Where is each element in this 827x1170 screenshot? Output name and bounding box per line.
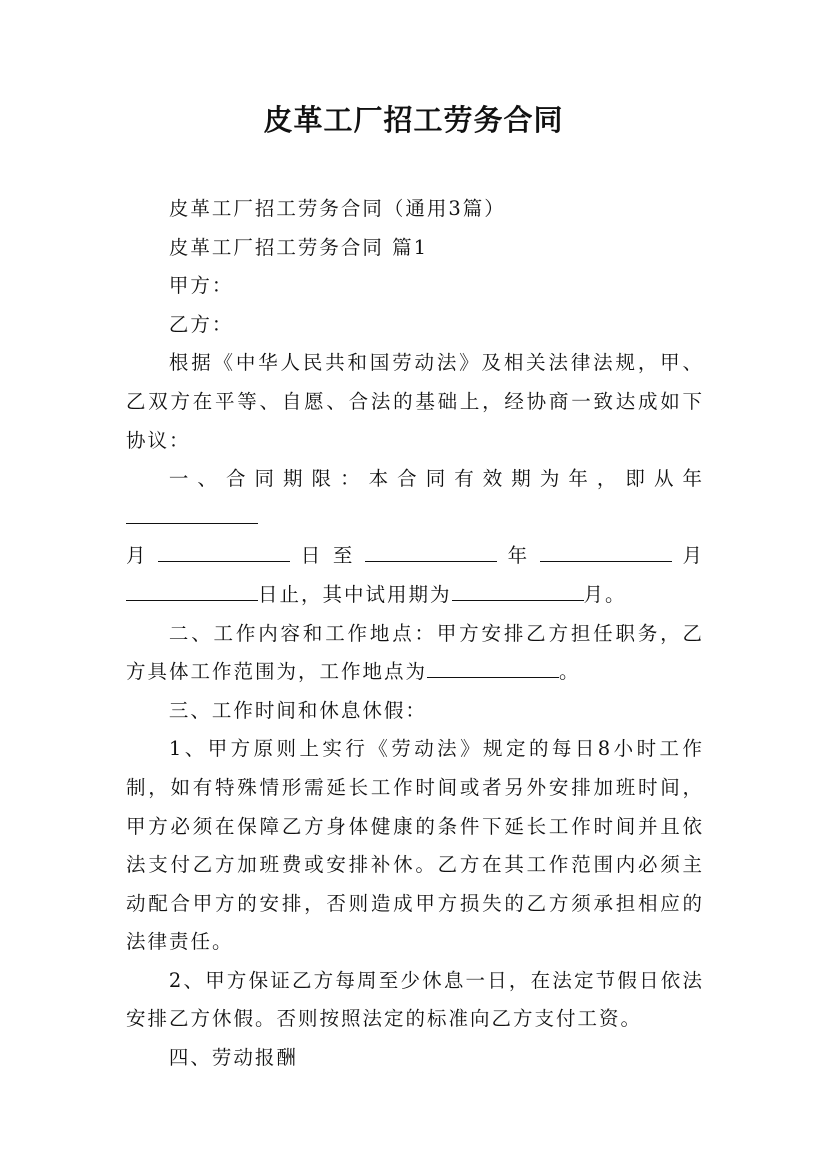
work-content-text: 二、工作内容和工作地点：甲方安排乙方担任职务，乙方具体工作范围为，工作地点为 — [126, 621, 704, 684]
contract-term-line-3 — [126, 576, 704, 615]
term-year: 年 — [507, 544, 530, 568]
section-heading: 皮革工厂招工劳务合同 篇1 — [168, 235, 428, 259]
blank-year-field — [126, 503, 258, 524]
blank-month-field — [158, 541, 290, 562]
work-time-clause-1: 1、甲方原则上实行《劳动法》规定的每日8小时工作制，如有特殊情形需延长工作时间或者另外安排加班时间，甲方必须在保障乙方身体健康的条件下延长工作时间并且依法支付乙方加班费或安排补休。乙方在其工作范围内必须主动配合甲方的安排，否则造成甲方损失的乙方须承担相应的法律责任。 — [126, 737, 704, 954]
contract-term-paragraph — [126, 460, 704, 537]
intro-paragraph: 根据《中华人民共和国劳动法》及相关法律法规，甲、乙双方在平等、自愿、合法的基础上，经协商一致达成如下协议： — [126, 351, 704, 452]
pay-heading: 四、劳动报酬 — [168, 1046, 298, 1070]
work-content-end: 。 — [559, 660, 581, 684]
term-text-3: 月。 — [583, 582, 627, 606]
term-text-2: 日止，其中试用期为 — [258, 582, 452, 606]
blank-work-location-field — [427, 657, 559, 678]
term-month-2: 月 — [682, 544, 704, 568]
term-to: 至 — [332, 544, 355, 568]
subtitle-paragraph: 皮革工厂招工劳务合同（通用3篇） — [168, 197, 506, 220]
term-month-1: 月 — [126, 544, 148, 568]
work-content-paragraph — [126, 615, 704, 692]
work-time-heading: 三、工作时间和休息休假： — [168, 698, 427, 722]
document-body — [126, 190, 704, 1078]
party-b-label: 乙方： — [168, 312, 234, 336]
blank-end-year-field — [365, 541, 497, 562]
document-title: 皮革工厂招工劳务合同 — [263, 103, 564, 137]
term-text-1: 一、合同期限：本合同有效期为年，即从年 — [168, 467, 704, 491]
blank-end-month-field — [540, 541, 672, 562]
term-day: 日 — [300, 544, 323, 568]
work-time-clause-2: 2、甲方保证乙方每周至少休息一日，在法定节假日依法安排乙方休假。否则按照法定的标准向乙方支付工资。 — [126, 968, 704, 1031]
blank-probation-field — [452, 580, 584, 601]
contract-term-line-2 — [126, 537, 704, 576]
party-a-label: 甲方： — [168, 274, 234, 298]
blank-end-day-field — [126, 580, 258, 601]
